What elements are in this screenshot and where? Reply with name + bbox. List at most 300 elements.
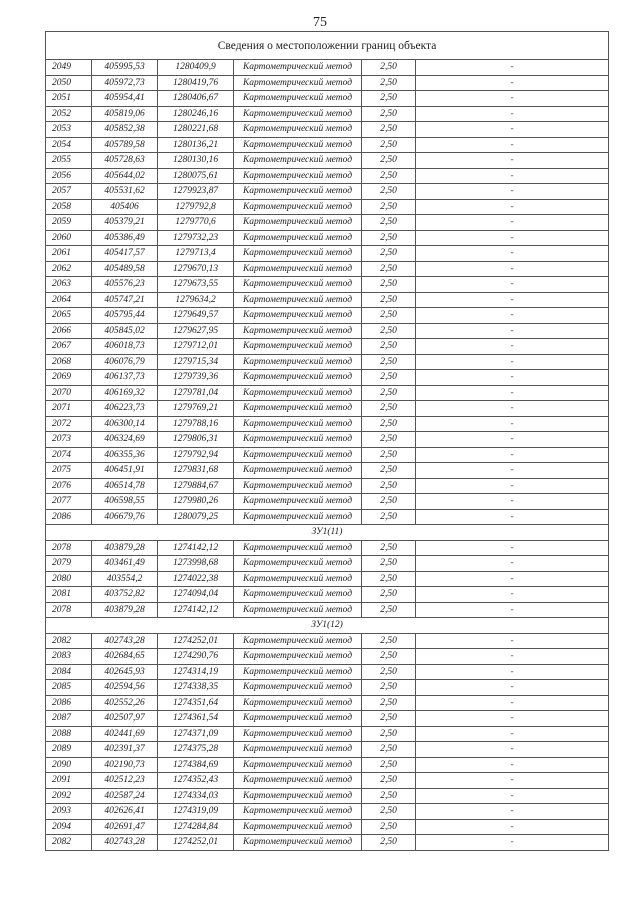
note: - [416,60,609,76]
table-row [46,416,609,432]
coord-y: 1279715,34 [158,354,234,370]
note: - [416,835,609,851]
coord-y: 1279770,6 [158,215,234,231]
coord-y: 1279781,04 [158,385,234,401]
coord-y: 1280130,16 [158,153,234,169]
table-row [46,447,609,463]
accuracy: 2,50 [362,463,416,479]
method: Картометрический метод [234,122,362,138]
note: - [416,416,609,432]
accuracy: 2,50 [362,540,416,556]
accuracy: 2,50 [362,711,416,727]
accuracy: 2,50 [362,230,416,246]
method: Картометрический метод [234,556,362,572]
accuracy: 2,50 [362,494,416,510]
coord-x: 402684,65 [92,649,158,665]
coord-y: 1274338,35 [158,680,234,696]
coord-y: 1280075,61 [158,168,234,184]
note: - [416,711,609,727]
coord-x: 406598,55 [92,494,158,510]
method: Картометрический метод [234,153,362,169]
point-number: 2087 [46,711,92,727]
coord-x: 405789,58 [92,137,158,153]
note: - [416,540,609,556]
method: Картометрический метод [234,261,362,277]
note: - [416,153,609,169]
point-number: 2077 [46,494,92,510]
point-number: 2078 [46,540,92,556]
accuracy: 2,50 [362,649,416,665]
accuracy: 2,50 [362,370,416,386]
coord-y: 1274142,12 [158,602,234,618]
coord-y: 1274314,19 [158,664,234,680]
method: Картометрический метод [234,385,362,401]
table-row [46,385,609,401]
coord-y: 1279649,57 [158,308,234,324]
point-number: 2071 [46,401,92,417]
table-row [46,587,609,603]
coord-x: 403461,49 [92,556,158,572]
coord-y: 1280419,76 [158,75,234,91]
table-row [46,261,609,277]
coord-y: 1280246,16 [158,106,234,122]
accuracy: 2,50 [362,602,416,618]
coord-x: 406679,76 [92,509,158,525]
coord-x: 405954,41 [92,91,158,107]
coord-y: 1279923,87 [158,184,234,200]
method: Картометрический метод [234,230,362,246]
note: - [416,587,609,603]
coord-y: 1279670,13 [158,261,234,277]
point-number: 2063 [46,277,92,293]
note: - [416,199,609,215]
method: Картометрический метод [234,463,362,479]
accuracy: 2,50 [362,106,416,122]
note: - [416,680,609,696]
note: - [416,571,609,587]
accuracy: 2,50 [362,742,416,758]
note: - [416,556,609,572]
note: - [416,277,609,293]
coord-y: 1274334,03 [158,788,234,804]
coord-x: 402587,24 [92,788,158,804]
accuracy: 2,50 [362,323,416,339]
coord-y: 1279732,23 [158,230,234,246]
coord-x: 402691,47 [92,819,158,835]
method: Картометрический метод [234,571,362,587]
accuracy: 2,50 [362,509,416,525]
coord-y: 1279673,55 [158,277,234,293]
accuracy: 2,50 [362,246,416,262]
note: - [416,819,609,835]
coord-y: 1274375,28 [158,742,234,758]
method: Картометрический метод [234,711,362,727]
method: Картометрический метод [234,339,362,355]
page-number: 75 [313,15,327,30]
accuracy: 2,50 [362,184,416,200]
coord-y: 1274371,09 [158,726,234,742]
coord-x: 405845,02 [92,323,158,339]
method: Картометрический метод [234,742,362,758]
point-number: 2093 [46,804,92,820]
point-number: 2086 [46,509,92,525]
accuracy: 2,50 [362,447,416,463]
accuracy: 2,50 [362,478,416,494]
coord-x: 405417,57 [92,246,158,262]
coord-x: 402645,93 [92,664,158,680]
coord-y: 1274094,04 [158,587,234,603]
accuracy: 2,50 [362,60,416,76]
note: - [416,664,609,680]
point-number: 2078 [46,602,92,618]
method: Картометрический метод [234,246,362,262]
note: - [416,370,609,386]
coord-x: 405972,73 [92,75,158,91]
coord-y: 1279713,4 [158,246,234,262]
coord-y: 1280409,9 [158,60,234,76]
table-row [46,75,609,91]
coord-x: 405995,53 [92,60,158,76]
point-number: 2061 [46,246,92,262]
coord-x: 406018,73 [92,339,158,355]
point-number: 2069 [46,370,92,386]
method: Картометрический метод [234,354,362,370]
coord-x: 402743,28 [92,835,158,851]
point-number: 2068 [46,354,92,370]
point-number: 2052 [46,106,92,122]
note: - [416,804,609,820]
table-row [46,246,609,262]
accuracy: 2,50 [362,354,416,370]
table-row [46,711,609,727]
table-row [46,804,609,820]
point-number: 2073 [46,432,92,448]
coord-x: 402391,37 [92,742,158,758]
accuracy: 2,50 [362,773,416,789]
coord-x: 402512,23 [92,773,158,789]
point-number: 2074 [46,447,92,463]
table-row [46,556,609,572]
coord-y: 1274290,76 [158,649,234,665]
accuracy: 2,50 [362,401,416,417]
note: - [416,463,609,479]
accuracy: 2,50 [362,168,416,184]
method: Картометрический метод [234,308,362,324]
coord-x: 406324,69 [92,432,158,448]
coord-x: 403752,82 [92,587,158,603]
method: Картометрический метод [234,137,362,153]
method: Картометрический метод [234,75,362,91]
note: - [416,292,609,308]
note: - [416,432,609,448]
point-number: 2092 [46,788,92,804]
method: Картометрический метод [234,726,362,742]
coord-y: 1279792,8 [158,199,234,215]
table-row [46,401,609,417]
note: - [416,323,609,339]
table-row [46,137,609,153]
table-row [46,308,609,324]
method: Картометрический метод [234,199,362,215]
accuracy: 2,50 [362,680,416,696]
method: Картометрический метод [234,292,362,308]
point-number: 2079 [46,556,92,572]
coord-x: 405795,44 [92,308,158,324]
coord-x: 402190,73 [92,757,158,773]
coord-y: 1274352,43 [158,773,234,789]
table-row [46,726,609,742]
coord-y: 1279627,95 [158,323,234,339]
table-row [46,649,609,665]
accuracy: 2,50 [362,835,416,851]
point-number: 2065 [46,308,92,324]
note: - [416,184,609,200]
method: Картометрический метод [234,835,362,851]
coord-x: 406223,73 [92,401,158,417]
table-row [46,664,609,680]
table-row [46,215,609,231]
coord-x: 402594,56 [92,680,158,696]
point-number: 2082 [46,633,92,649]
point-number: 2088 [46,726,92,742]
table-row [46,153,609,169]
table-row [46,168,609,184]
note: - [416,478,609,494]
coord-x: 406514,78 [92,478,158,494]
accuracy: 2,50 [362,75,416,91]
method: Картометрический метод [234,432,362,448]
method: Картометрический метод [234,323,362,339]
point-number: 2076 [46,478,92,494]
coord-y: 1274252,01 [158,835,234,851]
table-row [46,463,609,479]
table-row [46,742,609,758]
method: Картометрический метод [234,494,362,510]
coord-x: 405379,21 [92,215,158,231]
note: - [416,695,609,711]
point-number: 2056 [46,168,92,184]
table-row [46,122,609,138]
table-row [46,819,609,835]
method: Картометрический метод [234,447,362,463]
note: - [416,354,609,370]
table-row [46,695,609,711]
method: Картометрический метод [234,91,362,107]
note: - [416,168,609,184]
section-label: ЗУ1(12) [46,618,609,634]
coord-x: 406137,73 [92,370,158,386]
note: - [416,633,609,649]
accuracy: 2,50 [362,215,416,231]
table-title-row [46,32,609,60]
table-row [46,633,609,649]
coord-y: 1280136,21 [158,137,234,153]
note: - [416,137,609,153]
table-row [46,184,609,200]
method: Картометрический метод [234,804,362,820]
accuracy: 2,50 [362,757,416,773]
point-number: 2051 [46,91,92,107]
coord-y: 1274284,84 [158,819,234,835]
note: - [416,649,609,665]
coord-x: 405386,49 [92,230,158,246]
coord-x: 405489,58 [92,261,158,277]
table-row [46,91,609,107]
note: - [416,106,609,122]
note: - [416,385,609,401]
note: - [416,602,609,618]
note: - [416,246,609,262]
coord-x: 402743,28 [92,633,158,649]
coord-x: 403879,28 [92,540,158,556]
note: - [416,447,609,463]
accuracy: 2,50 [362,199,416,215]
note: - [416,230,609,246]
accuracy: 2,50 [362,556,416,572]
note: - [416,757,609,773]
table-row [46,199,609,215]
section-header-row [46,525,609,541]
accuracy: 2,50 [362,633,416,649]
coord-y: 1279712,01 [158,339,234,355]
table-row [46,773,609,789]
coord-y: 1274351,64 [158,695,234,711]
accuracy: 2,50 [362,261,416,277]
accuracy: 2,50 [362,416,416,432]
point-number: 2067 [46,339,92,355]
point-number: 2090 [46,757,92,773]
coord-x: 405576,23 [92,277,158,293]
method: Картометрический метод [234,401,362,417]
table-body [46,32,609,851]
point-number: 2060 [46,230,92,246]
accuracy: 2,50 [362,571,416,587]
point-number: 2062 [46,261,92,277]
accuracy: 2,50 [362,153,416,169]
accuracy: 2,50 [362,308,416,324]
section-label: ЗУ1(11) [46,525,609,541]
coord-x: 402507,97 [92,711,158,727]
coord-x: 402441,69 [92,726,158,742]
accuracy: 2,50 [362,695,416,711]
coord-y: 1274361,54 [158,711,234,727]
method: Картометрический метод [234,695,362,711]
coord-x: 402552,26 [92,695,158,711]
point-number: 2084 [46,664,92,680]
coord-y: 1279980,26 [158,494,234,510]
coord-x: 406076,79 [92,354,158,370]
table-row [46,478,609,494]
table-row [46,60,609,76]
coord-y: 1279788,16 [158,416,234,432]
point-number: 2064 [46,292,92,308]
table-row [46,339,609,355]
note: - [416,742,609,758]
accuracy: 2,50 [362,726,416,742]
accuracy: 2,50 [362,122,416,138]
coord-y: 1279769,21 [158,401,234,417]
coord-x: 405747,21 [92,292,158,308]
table-row [46,277,609,293]
table-row [46,494,609,510]
coord-y: 1273998,68 [158,556,234,572]
note: - [416,75,609,91]
note: - [416,494,609,510]
table-row [46,106,609,122]
method: Картометрический метод [234,277,362,293]
section-header-row [46,618,609,634]
method: Картометрический метод [234,215,362,231]
coord-y: 1279884,67 [158,478,234,494]
note: - [416,788,609,804]
method: Картометрический метод [234,788,362,804]
coord-y: 1279806,31 [158,432,234,448]
coord-y: 1274022,38 [158,571,234,587]
coord-y: 1274252,01 [158,633,234,649]
coord-x: 406300,14 [92,416,158,432]
method: Картометрический метод [234,819,362,835]
point-number: 2089 [46,742,92,758]
accuracy: 2,50 [362,587,416,603]
point-number: 2055 [46,153,92,169]
point-number: 2050 [46,75,92,91]
coord-y: 1280221,68 [158,122,234,138]
point-number: 2072 [46,416,92,432]
coord-x: 402626,41 [92,804,158,820]
table-title: Сведения о местоположении границ объекта [46,32,609,60]
table-row [46,432,609,448]
point-number: 2075 [46,463,92,479]
method: Картометрический метод [234,633,362,649]
accuracy: 2,50 [362,277,416,293]
method: Картометрический метод [234,478,362,494]
accuracy: 2,50 [362,804,416,820]
coord-x: 405531,62 [92,184,158,200]
coord-y: 1279831,68 [158,463,234,479]
method: Картометрический метод [234,587,362,603]
table-row [46,292,609,308]
table-row [46,835,609,851]
point-number: 2057 [46,184,92,200]
table-row [46,370,609,386]
point-number: 2054 [46,137,92,153]
boundary-coordinates-table [45,31,609,851]
note: - [416,509,609,525]
point-number: 2059 [46,215,92,231]
point-number: 2058 [46,199,92,215]
note: - [416,726,609,742]
coord-y: 1279739,36 [158,370,234,386]
accuracy: 2,50 [362,91,416,107]
note: - [416,261,609,277]
method: Картометрический метод [234,168,362,184]
coord-y: 1279792,94 [158,447,234,463]
coord-x: 403554,2 [92,571,158,587]
point-number: 2082 [46,835,92,851]
coord-y: 1274142,12 [158,540,234,556]
point-number: 2085 [46,680,92,696]
method: Картометрический метод [234,370,362,386]
note: - [416,91,609,107]
point-number: 2070 [46,385,92,401]
point-number: 2086 [46,695,92,711]
note: - [416,773,609,789]
method: Картометрический метод [234,680,362,696]
table-row [46,757,609,773]
method: Картометрический метод [234,509,362,525]
note: - [416,122,609,138]
coord-x: 406169,32 [92,385,158,401]
